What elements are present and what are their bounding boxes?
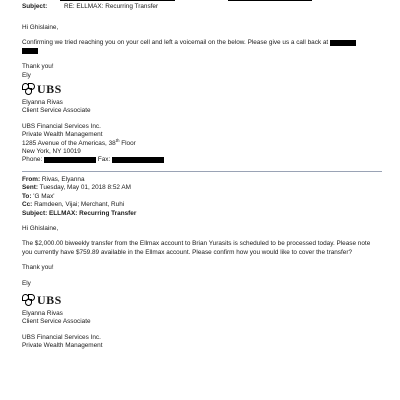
cc-value: Ramdeen, Vijai; Merchant, Ruhi [34,201,125,209]
sig2-name: Elyanna Rivas [22,309,63,317]
ubs-keys-icon [22,83,35,95]
email-document [22,0,382,351]
sig-title: Client Service Associate [22,107,91,115]
sig2-title: Client Service Associate [22,318,91,326]
redaction-bar [330,40,356,46]
to-value: 'G Max' [33,192,55,200]
sig2-division: Private Wealth Management [22,342,103,350]
sig-name: Elyanna Rivas [22,99,63,107]
redaction-bar [22,48,38,54]
sent-value: Tuesday, May 01, 2018 8:52 AM [39,184,131,192]
reply-sign: Ely [22,71,31,79]
original-sign: Ely [22,279,31,287]
original-headers: From: Rivas, Elyanna Sent: Tuesday, May 01, 2018 8:52 AM To: 'G Max' Cc: Ramdeen, Vijai; Merchant, Ruhi Subject: ELLMAX: Recurring Transfer [22,175,137,217]
subject-value: RE: ELLMAX: Recurring Transfer [64,3,159,10]
reply-body: Confirming we tried reaching you on your cell and left a voicemail on the below. Please give us a call back at [22,39,382,56]
ubs-logo-text: UBS [37,292,62,307]
redaction-bar [44,157,96,163]
original-greeting: Hi Ghislaine, [22,224,59,232]
sig-city: New York, NY 10019 [22,148,81,156]
reply-subject-line [22,3,382,11]
subject-label: Subject: [22,3,48,10]
sig-company: UBS Financial Services Inc. [22,122,101,130]
original-subject-value: ELLMAX: Recurring Transfer [49,209,137,217]
reply-greeting: Hi Ghislaine, [22,24,59,31]
sig-address: 1285 Avenue of the Americas, 38th Floor [22,137,136,147]
ubs-logo-text: UBS [37,81,62,96]
ubs-logo [22,82,382,96]
redaction-bar [112,157,164,163]
ubs-logo-2 [22,293,382,307]
separator-rule [22,171,382,172]
reply-thanks: Thank you! [22,63,54,71]
original-thanks: Thank you! [22,264,54,272]
original-body: The $2,000.00 biweekly transfer from the Ellmax account to Brian Yurasits is scheduled to be processed today. Please note you currently have $759.89 available in the Ellmax account. Please confirm how you would like to cover the transfer? [22,240,371,256]
ubs-keys-icon [22,294,35,306]
sig-phone-fax: Phone: Fax: [22,156,382,164]
sig2-company: UBS Financial Services Inc. [22,333,101,341]
from-value: Rivas, Elyanna [41,175,85,183]
sig-division: Private Wealth Management [22,131,103,139]
